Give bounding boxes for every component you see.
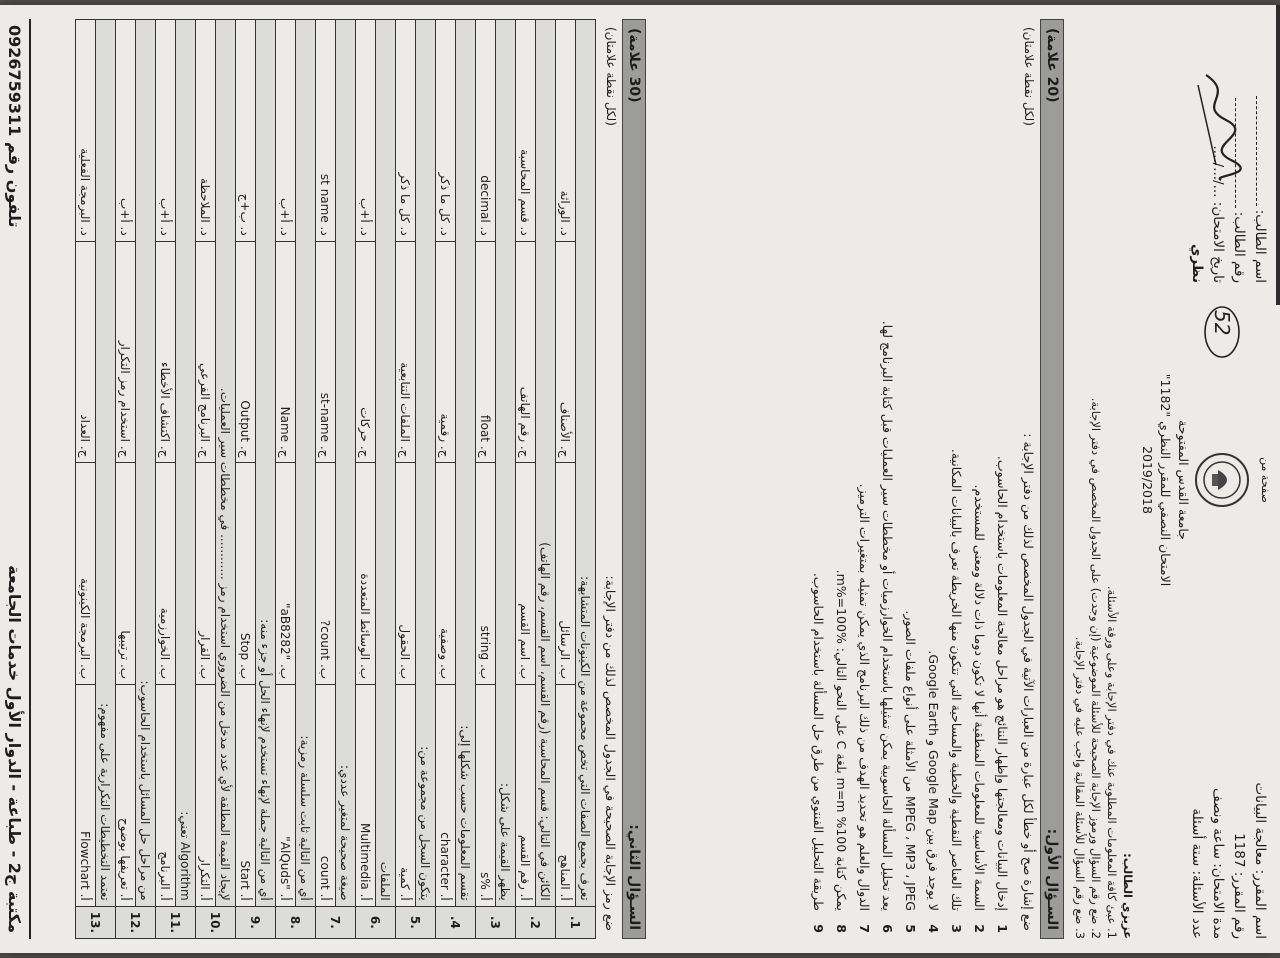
grade-mark: 52 (1210, 310, 1234, 336)
option-a: أ. "AlQuds" (276, 685, 296, 907)
question-number: .11 (156, 906, 196, 938)
question-number: 3. (476, 906, 516, 938)
option-a: أ. Start (236, 685, 256, 907)
option-d: د. الملاحظة (196, 20, 216, 242)
options-row (356, 20, 376, 939)
option-b: ب. count? (316, 463, 336, 685)
question-row (536, 20, 556, 939)
question-row (416, 20, 436, 939)
instruction-item: 1. عبئ كافة المعلومات المطلوبة عنك في دفتر الإجابة وعلى ورقة الأسئلة. (1105, 585, 1119, 939)
question-1-instruction: ضع إشارة صح أو خطأ لكل عبارة من العبارات الآتية في الجدول المخصص لذلك من دفتر الإجابة : (1021, 433, 1036, 931)
question-number: .7 (316, 906, 356, 938)
question-1-title: السـؤال الأول: (1044, 828, 1060, 930)
options-row (396, 20, 416, 939)
options-row (116, 20, 136, 939)
question-text: أي من التالية ثابت سلسلة رمزية: (296, 20, 316, 907)
question-text: تعرف بجميع الصفات التي تخص مجموعة من الكينونات المتشابهة: (576, 20, 596, 907)
option-a: أ. character (436, 685, 456, 907)
option-c: ج. حركات (356, 241, 376, 463)
question-1-list (807, 25, 1014, 933)
question-row (136, 20, 156, 939)
instructions (1072, 19, 1136, 939)
exam-term: 2019/2018 (1140, 446, 1155, 514)
question-1-points: (20 علامة) (1044, 28, 1060, 103)
option-b: ب. الخوارزمية (156, 463, 176, 685)
question-number: .12 (116, 906, 156, 938)
question-1-header (1040, 19, 1064, 939)
student-number-field[interactable] (1235, 98, 1236, 208)
option-d: د. أ+ب (356, 20, 376, 242)
course-info (1186, 704, 1270, 939)
list-item: 5MPEG ، MP3 ، JPEG من الأمثلة على أنواع ملفات الصور. (903, 610, 918, 933)
option-c: ج. رقم الهاتف (516, 241, 536, 463)
question-text: الكائن في التالي: قسم المحاسبة (رقم القسم، اسم القسم، رقم الهاتف) (536, 20, 556, 907)
option-a: أ. %s (476, 685, 496, 907)
question-2-instruction: ضع رمز الإجابة الصحيحة في الجدول المخصص لذلك من دفتر الإجابة: (603, 575, 618, 931)
option-d: د. كل ما ذكر (436, 20, 456, 242)
list-item: 1إدخال البيانات ومعالجتها وإظهار النتائج هو مراحل معالجة المعلومات باستخدام الحاسوب. (995, 455, 1010, 933)
question-2-points: (30 علامة) (626, 28, 642, 103)
option-c: ج. رقمية (436, 241, 456, 463)
option-c: ج. Name (276, 241, 296, 463)
options-row (236, 20, 256, 939)
option-d: د. كل ما ذكر (396, 20, 416, 242)
option-d: د. قسم المحاسبة (516, 20, 536, 242)
course-code: النظري "1182" (1158, 373, 1173, 460)
option-b: ب. البرمجة الكينونية (76, 463, 96, 685)
question-number: .8 (276, 906, 316, 938)
question-text: Algorithm تعني: (176, 20, 196, 907)
option-b: ب. ترتيبها (116, 463, 136, 685)
exam-duration: مدة الامتحان: ساعة ونصف (1210, 788, 1226, 939)
question-text: يتكون السجل من مجموعة من: (416, 20, 436, 907)
question-row (456, 20, 476, 939)
instruction-item: 2. ضع رقم السؤال ورموز الإجابة الصحيحة للأسئلة الموضوعية (إن وجدت) على الجدول المخصص في دفتر الإجابة. (1089, 397, 1103, 939)
question-number: .13 (76, 906, 116, 938)
question-2-header (622, 19, 646, 939)
options-row (196, 20, 216, 939)
list-item: 8يمكن كتابة 100% m=m بلغة C على النحو التالي: m%=100%. (834, 569, 849, 933)
phone-number: 0926759311 تلفون رقم (5, 25, 24, 228)
option-c: ج. float (476, 241, 496, 463)
options-row (436, 20, 456, 939)
question-row (176, 20, 196, 939)
list-item: 9طريقة التحليل الفنتوي من طرق حل المسألة باستخدام الحاسوب. (811, 572, 826, 933)
option-d: د. decimal (476, 20, 496, 242)
question-number: 4. (436, 906, 476, 938)
option-c: ج. اكتشاف الأخطاء (156, 241, 176, 463)
option-a: أ. Multimedia (356, 685, 376, 907)
exam-date-value: .../.../.... (1210, 145, 1226, 198)
options-row (156, 20, 176, 939)
exam-date-label: تاريخ الامتحان: (1210, 201, 1226, 283)
option-c: ج. البرنامج الفرعي (196, 241, 216, 463)
exam-sheet (0, 5, 1280, 953)
university-emblem-icon (1194, 452, 1250, 508)
option-b: ب. الرسائل (556, 463, 576, 685)
options-row (556, 20, 576, 939)
question-row (496, 20, 516, 939)
question-row (376, 20, 396, 939)
question-row (296, 20, 316, 939)
course-number: رقم المقرر: 1187 (1231, 833, 1247, 939)
option-d: د. أ+ب (276, 20, 296, 242)
option-a: أ. كمية (396, 685, 416, 907)
options-row (276, 20, 296, 939)
option-d: د. الوراثة (556, 20, 576, 242)
student-fields (1186, 23, 1270, 283)
option-d: د. أ+ب (156, 20, 176, 242)
option-c: ج. العداد (76, 241, 96, 463)
bookshop-name: مكتبة ج2 - طباعة - الدوار الأول خدمات الجامعة (5, 565, 24, 933)
option-c: ج. الملفات التتابعية (396, 241, 416, 463)
question-1-lead (1021, 27, 1036, 931)
question-number: .10 (196, 906, 236, 938)
question-number: .9 (236, 906, 276, 938)
question-row (576, 20, 596, 939)
instruction-item: 3. ضع رقم السؤال للأسئلة المقالية واجب عليه في دفتر الإجابة. (1073, 636, 1087, 939)
option-c: ج. استخدام رمز التكرار (116, 241, 136, 463)
option-a: أ. تعريفها بوضوح (116, 685, 136, 907)
question-row (216, 20, 236, 939)
option-a: أ. رقم القسم (516, 685, 536, 907)
dark-edge (1276, 5, 1280, 305)
question-row (256, 20, 276, 939)
option-b: ب. وصفية (436, 463, 456, 685)
mcq-table (75, 19, 596, 939)
institution-name: جامعة القدس المفتوحة (1176, 420, 1191, 540)
option-c: ج. الأصناف (556, 241, 576, 463)
option-c: ج. st-name (316, 241, 336, 463)
option-b: ب. الوسائط المتعددة (356, 463, 376, 685)
question-number: .6 (356, 906, 396, 938)
list-item: 6يعد تحليل المسألة الحاسوبية يمكن تمثيلها باستخدام الخوارزميات أو مخططات سير العمليات قبل كتابة البرنامج لها. (880, 320, 895, 933)
question-text: أي من التالية جملة لإنهاء تستخدم لإنهاء الحل أو جزء منه: (256, 20, 276, 907)
instructions-title: عزيزي الطالب: (1121, 853, 1135, 939)
list-item: 4لا يوجد فرق بين Google Map و Google Earth. (926, 650, 941, 933)
option-b: ب. الحقول (396, 463, 416, 685)
footer (0, 19, 31, 939)
option-a: أ. المناهج (556, 685, 576, 907)
exam-type: نظري (1189, 244, 1205, 283)
option-b: ب. اسم القسم (516, 463, 536, 685)
student-name-label: اسم الطالب: (1252, 209, 1268, 283)
option-b: ب. Stop (236, 463, 256, 685)
question-text: تعتمد التخطيطات التكرارية على مفهوم: (96, 20, 116, 907)
question-text: تقسم المعلومات حسب شكلها إلى: (456, 20, 476, 907)
options-row (476, 20, 496, 939)
question-2-lead (603, 27, 618, 931)
options-row (516, 20, 536, 939)
options-row (316, 20, 336, 939)
question-number: 1. (556, 906, 596, 938)
option-a: أ. count (316, 685, 336, 907)
option-a: أ. Flowchart (76, 685, 96, 907)
list-item: 7الدوال والعلم هو تحديد الهدف من ذلك البرنامج الذي يمكن تمثيله بمتغيرات الترميز. (857, 483, 872, 933)
student-name-field[interactable] (1256, 96, 1257, 206)
option-a: أ. البرنامج (156, 685, 176, 907)
question-row (96, 20, 116, 939)
emblem-caption: صفحة من (1259, 457, 1272, 503)
list-item: 3تلك العناصر النقطية والخطية والمساحية التي تتكون منها الخريطة تعرف بالبيانات المكانية. (949, 448, 964, 933)
question-number: 2. (516, 906, 556, 938)
option-a: أ. التكرار (196, 685, 216, 907)
course-name: اسم المقرر: معالجة البيانات (1252, 782, 1268, 939)
option-b: ب. القرار (196, 463, 216, 685)
question-text: لإيجاد القيمة المطلقة لأي عدد مدخل من الضروري استخدام رمز ............ في مخططات سير العمليات. (216, 20, 236, 907)
question-number: .5 (396, 906, 436, 938)
option-c: ج. Output (236, 241, 256, 463)
question-count: عدد الأسئلة: ستة أسئلة (1189, 808, 1205, 939)
question-2-title: السـؤال الثاني: (626, 824, 642, 930)
option-b: ب. string (476, 463, 496, 685)
list-item: 2السمة الأساسية للمعلومات المنطقية أنها لا تكون دوما ذات دلالة ومعنى للمستخدم. (972, 484, 987, 933)
question-text: الملفات (376, 20, 396, 907)
question-1-point-note: (لكل نقطة علامتان) (1022, 27, 1036, 126)
option-d: د. st name (316, 20, 336, 242)
option-b: ب. "aB8282" (276, 463, 296, 685)
option-d: د. أ+ب (116, 20, 136, 242)
exam-title: الامتحان النصفي للمقرر (1158, 463, 1173, 587)
question-2-point-note: (لكل نقطة علامتان) (604, 27, 618, 126)
student-number-label: رقم الطالب: (1231, 211, 1247, 283)
question-row (336, 20, 356, 939)
question-text: صيغة صحيحة لمتغير عددي: (336, 20, 356, 907)
question-text: يظهر القيمة على شكل: (496, 20, 516, 907)
options-row (76, 20, 96, 939)
option-d: د. البرمجة الفعلية (76, 20, 96, 242)
option-d: د. ب+ج (236, 20, 256, 242)
question-text: من مراحل حل المسائل باستخدام الحاسوب: (136, 20, 156, 907)
